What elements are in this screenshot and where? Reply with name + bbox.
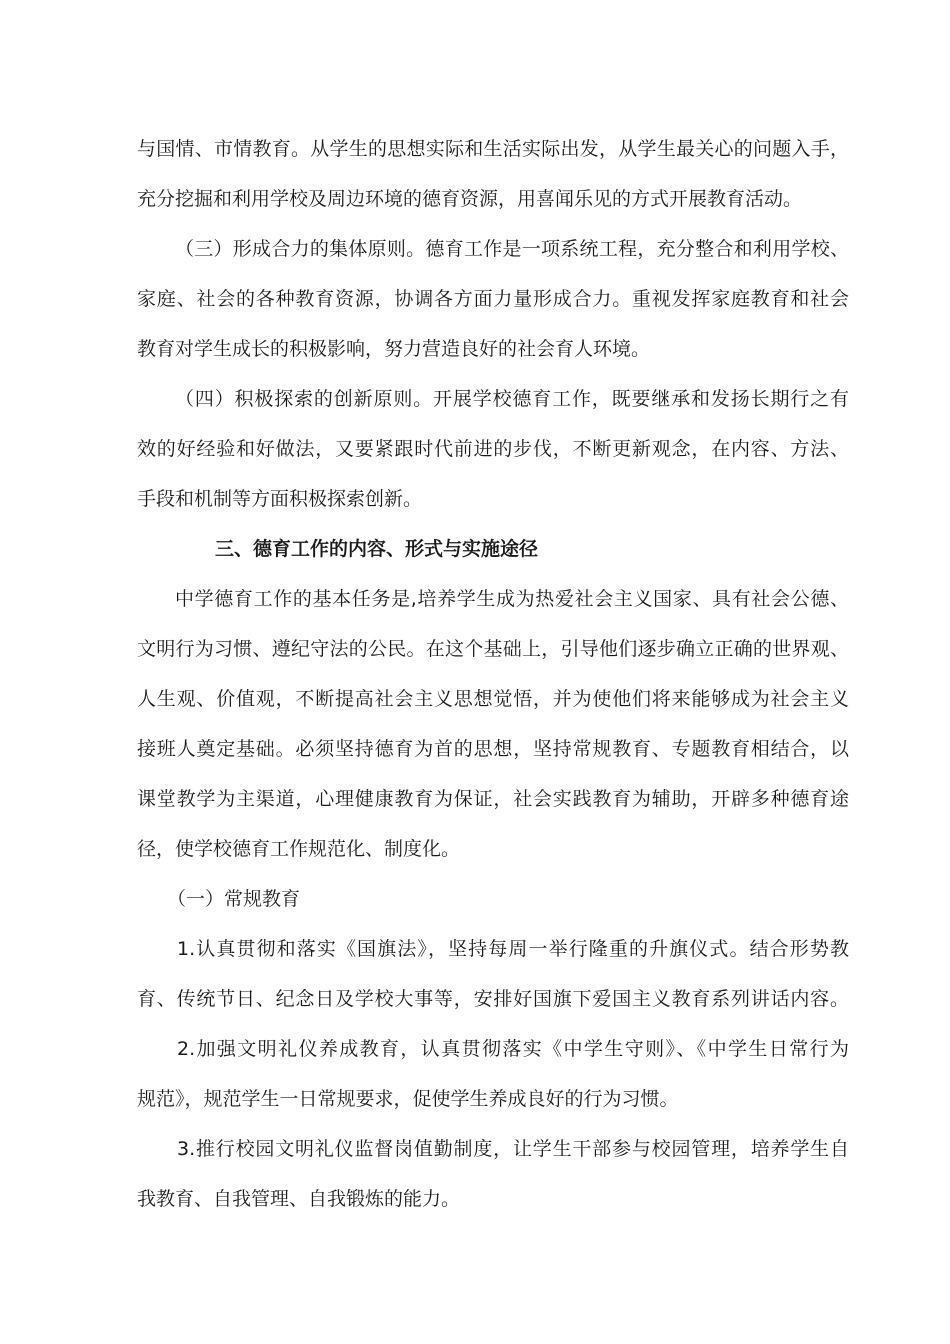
- paragraph-first-line: （三）形成合力的集体原则。德育工作是一项系统工程，充分整合和利用学校、: [175, 238, 849, 260]
- paragraph-first-line: （四）积极探索的创新原则。开展学校德育工作，既要继承和发扬长期行之有: [175, 388, 849, 410]
- body-text-line: 课堂教学为主渠道，心理健康教育为保证，社会实践教育为辅助，开辟多种德育途: [137, 788, 849, 810]
- body-text-line: 教育对学生成长的积极影响，努力营造良好的社会育人环境。: [137, 338, 651, 360]
- body-text-line: 规范》，规范学生一日常规要求，促使学生养成良好的行为习惯。: [137, 1088, 679, 1110]
- body-text-line: 手段和机制等方面积极探索创新。: [137, 488, 423, 510]
- body-text-line: 与国情、市情教育。从学生的思想实际和生活实际出发，从学生最关心的问题入手，: [137, 138, 849, 160]
- body-text-line: 接班人奠定基础。必须坚持德育为首的思想，坚持常规教育、专题教育相结合，以: [137, 738, 849, 760]
- body-text-line: 人生观、价值观，不断提高社会主义思想觉悟，并为使他们将来能够成为社会主义: [137, 688, 849, 710]
- list-item-first-line: 2.加强文明礼仪养成教育，认真贯彻落实《中学生守则》、《中学生日常行为: [177, 1038, 849, 1060]
- body-text-line: 径，使学校德育工作规范化、制度化。: [137, 838, 461, 860]
- list-item-first-line: 1.认真贯彻和落实《国旗法》，坚持每周一举行隆重的升旗仪式。结合形势教: [177, 938, 849, 960]
- body-text-line: 效的好经验和好做法，又要紧跟时代前进的步伐，不断更新观念，在内容、方法、: [137, 438, 849, 460]
- body-text-line: 育、传统节日、纪念日及学校大事等，安排好国旗下爱国主义教育系列讲话内容。: [137, 988, 849, 1010]
- subsection-heading: （一）常规教育: [167, 888, 301, 910]
- body-text-line: 文明行为习惯、遵纪守法的公民。在这个基础上，引导他们逐步确立正确的世界观、: [137, 638, 849, 660]
- section-heading: 三、德育工作的内容、形式与实施途径: [215, 538, 539, 560]
- body-text-line: 我教育、自我管理、自我锻炼的能力。: [137, 1188, 461, 1210]
- paragraph-first-line: 中学德育工作的基本任务是,培养学生成为热爱社会主义国家、具有社会公德、: [175, 588, 849, 610]
- body-text-line: 充分挖掘和利用学校及周边环境的德育资源，用喜闻乐见的方式开展教育活动。: [137, 188, 803, 210]
- list-item-first-line: 3.推行校园文明礼仪监督岗值勤制度，让学生干部参与校园管理，培养学生自: [177, 1138, 849, 1160]
- document-body: [137, 124, 849, 1224]
- body-text-line: 家庭、社会的各种教育资源，协调各方面力量形成合力。重视发挥家庭教育和社会: [137, 288, 849, 310]
